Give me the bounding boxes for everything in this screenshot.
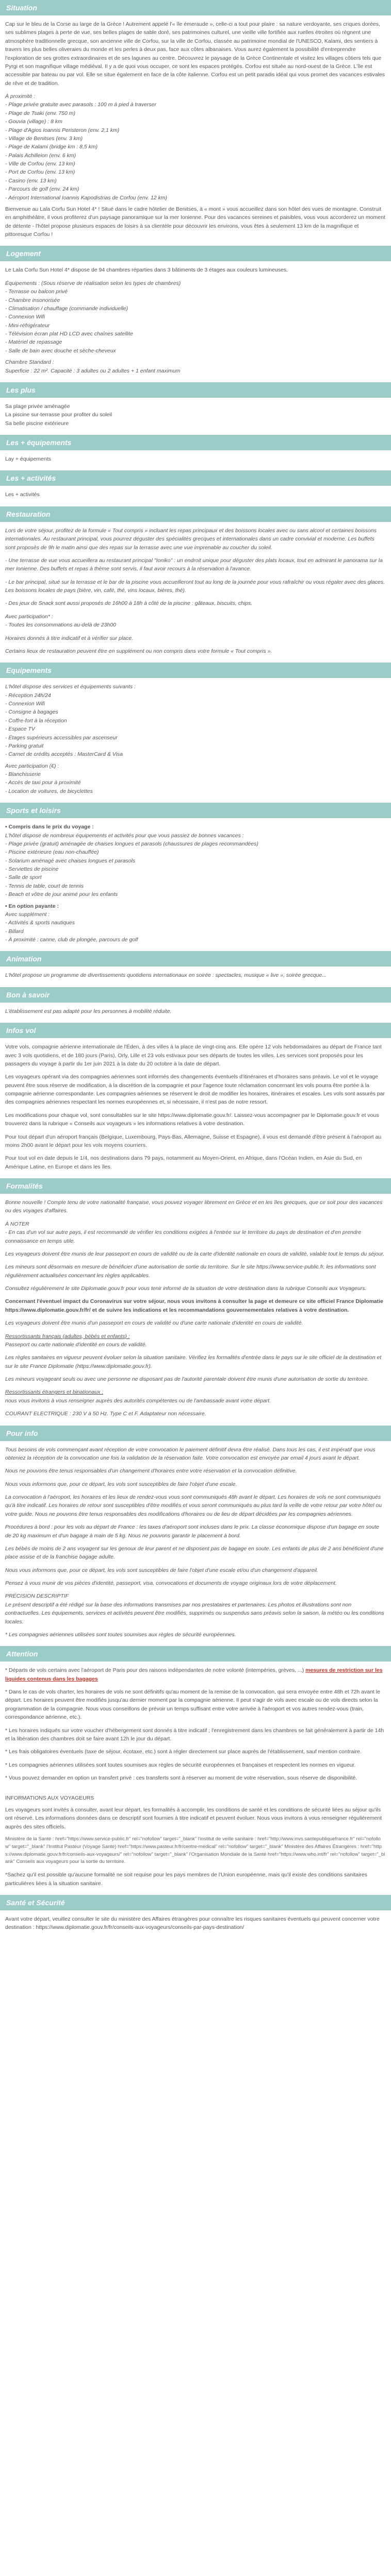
- formalites-p3: - En cas d'un vol sur autre pays, il est recommandé de vérifier les conditions exigées à l'entrée sur le territoire du pays de destination et d'en prendre connaissance en temps utile.: [5, 1229, 362, 1244]
- section-bon-savoir: [0, 987, 391, 1023]
- list-item: Sa belle piscine extérieure: [5, 420, 69, 427]
- situation-access-title: À proximité :: [5, 93, 36, 99]
- pour-info-p2: Nous ne pouvons être tenus responsables d'un changement d'horaires entre votre réservation et la convocation définitive.: [5, 1468, 297, 1475]
- attention-p1-lead: * Départs de vols certains avec l'aéroport de Paris pour des raisons indépendantes de notre volonté (intempéries, grèves, ...): [5, 1667, 306, 1674]
- list-item: - Parking gratuit: [5, 742, 44, 749]
- restauration-p4: - Des jeux de Snack sont aussi proposés de 16h00 à 18h à côté de la piscine : gâteaux, biscuits, chips.: [5, 600, 253, 607]
- list-item: - Coffre-fort à la réception: [5, 717, 67, 724]
- restauration-p2: - Une terrasse de vue vous accueillera au restaurant principal "Ioniko" : un endroit unique pour déguster des plats locaux, tout en admirant le panorama sur la mer Ionienne. Des buffets et repas à thème sont servis, il faut avoir recours à la réservation à l'avance.: [5, 557, 383, 572]
- plus-equipements-text: Lay + équipements: [5, 456, 52, 462]
- attention-p2: * Dans le cas de vols charter, les horaires de vols ne sont définitifs qu'au moment de la remise de la convocation, qui sera envoyée entre 48h et 72h avant le départ. Les horaires peuvent être modifiés jusqu'au dernier moment par la compagnie aérienne. Il peut s'agir de vols avec escale ou de vols directs selon la programmation de la compagnie. Nous vous conseillons de prévoir un temps suffisant entre votre arrivée à l'aéroport et vos autres rendez-vous (train, correspondance aérienne, etc.).: [5, 1689, 380, 1721]
- list-item: - Accès de taxi pour à proximité: [5, 779, 81, 786]
- formalites-p9: Passeport ou carte nationale d'identité en cours de validité.: [5, 1341, 147, 1348]
- list-item: La piscine sur-terrasse pour profiter du soleil: [5, 412, 112, 418]
- list-item: - Matériel de repassage: [5, 339, 62, 346]
- equipements-paid-list: [5, 770, 386, 795]
- attention-p1: [5, 1666, 386, 1683]
- sports-included-list: [5, 840, 386, 899]
- pour-info-p8: Pensez à vous munir de vos pièces d'identité, passeport, visa, convocations et documents de voyage originaux lors de votre déplacement.: [5, 1580, 337, 1586]
- section-attention: [0, 1646, 391, 1895]
- attention-p4: * Les frais obligatoires éventuels (taxe de séjour, écotaxe, etc.) sont à régler directement sur place auprès de l'établissement, sauf mention contraire.: [5, 1749, 362, 1755]
- list-item: - Beach et vôtre de jour animé pour les enfants: [5, 891, 118, 898]
- sports-paid-title: Avec supplément :: [5, 911, 50, 918]
- list-item: - Ville de Corfou (env. 13 km): [5, 161, 75, 167]
- equipements-paid-title: Avec participation (€) :: [5, 762, 59, 769]
- section-header-restauration: Restauration: [0, 506, 391, 522]
- formalites-p12-title: Ressortissants étrangers et binationaux :: [5, 1389, 104, 1396]
- list-item: - Plage de Kalami (bridge km : 8,5 km): [5, 144, 98, 150]
- pour-info-p1: Tous besoins de vols commençant avant réception de votre convocation le paiement définitif devra être réalisé. Dans tous les cas, il est impératif que vous obteniez la réception de la convocation une fois la validation de la réservation faite. Votre convocation est envoyée par email 4 jours avant le départ.: [5, 1446, 376, 1461]
- pour-info-p11: * Les compagnies aériennes utilisées sont toutes soumises aux règles de sécurité européennes.: [5, 1631, 236, 1638]
- list-item: - Connexion Wifi: [5, 701, 45, 707]
- list-item: - Port de Corfou (env. 13 km): [5, 169, 75, 176]
- section-header-logement: Logement: [0, 246, 391, 261]
- section-header-plus: Les plus: [0, 382, 391, 398]
- logement-room-title: Chambre Standard :: [5, 359, 54, 366]
- list-item: - Serviettes de piscine: [5, 866, 59, 872]
- list-item: - Location de voitures, de bicyclettes: [5, 788, 93, 794]
- equipements-intro: L'hôtel dispose des services et équipements suivants :: [5, 684, 136, 690]
- restauration-p5-text: - Toutes les consommations au-delà de 23h00: [5, 622, 116, 629]
- list-item: - Tennis de table, court de tennis: [5, 883, 84, 889]
- sports-included-text: L'hôtel dispose de nombreux équipements et activités pour que vous passiez de bonnes vacances :: [5, 832, 244, 839]
- attention-infos-title: INFORMATIONS AUX VOYAGEURS: [5, 1795, 94, 1802]
- section-header-sports: Sports et loisirs: [0, 803, 391, 818]
- section-plus: [0, 382, 391, 435]
- section-formalites: [0, 1178, 391, 1426]
- list-item: - Terrasse ou balcon privé: [5, 289, 68, 295]
- list-item: - Carnet de crédits acceptés : MasterCard & Visa: [5, 751, 123, 758]
- pour-info-p5: Procédures à bord : pour les vols au départ de France : les taxes d'aéroport sont incluses dans le prix. La classe économique dispose d'un bagage en soute de 20 kg maximum et d'un bagage à main de 5 kg. Nous ne pouvons garantir le placement à bord.: [5, 1524, 379, 1539]
- formalites-p5: Les mineurs sont désormais en mesure de bénéficier d'une autorisation de sortie du territoire. Sur le site https://www.service-public.fr, les informations sont régulièrement actualisées concernant les règles applicables.: [5, 1264, 376, 1279]
- logement-intro: Le Lala Corfu Sun Hotel 4* dispose de 94 chambres réparties dans 3 bâtiments de 3 étages aux couleurs lumineuses.: [5, 267, 288, 274]
- list-item: - Palais Achilleion (env. 6 km): [5, 152, 76, 159]
- list-item: - Activités & sports nautiques: [5, 920, 75, 926]
- infos-p4: Pour tout départ d'un aéroport français (Belgique, Luxembourg, Pays-Bas, Allemagne, Suisse et Espagne), il vous est demandé d'être présent à l'aéroport au moins 2h00 avant le départ pour les vols moyens courriers.: [5, 1133, 382, 1148]
- infos-p1: Votre vols, compagnie aérienne internationale de l'Éden, à des villes à la place de vingt-cinq ans. Elle opère 12 vols hebdomadaires au départ de France tant avec 3 vols quotidiens, et de 180 jours (Paris), Orly, Lille et 23 vols estivaux pour ses départs de toutes les villes. Les services sont proposés pour les passagers du voyage à partir du 1er juin 2021 à la date du 20 octobre à la date de départ.: [5, 1044, 382, 1067]
- list-item: - Piscine extérieure (eau non-chauffée): [5, 849, 99, 856]
- list-item: - Gouvia (village) : 8 km: [5, 118, 62, 125]
- formalites-p8: Les voyageurs doivent être munis d'un passeport en cours de validité ou d'une carte nationale d'identité en cours de validité.: [5, 1320, 303, 1327]
- restauration-p3: - Le bar principal, situé sur la terrasse et le bar de la piscine vous accueilleront tout au long de la journée pour vous rafraîchir ou vous régaler avec des glaces. Les boissons locales de pays (bière, vin, café, thé, vins locaux, bières, thé).: [5, 579, 385, 594]
- formalites-p9-title: Ressortissants français (adultes, bébés et enfants) :: [5, 1333, 130, 1340]
- list-item: - Consigne à bagages: [5, 709, 58, 716]
- list-item: - Casino (env. 13 km): [5, 177, 57, 184]
- section-animation: [0, 951, 391, 987]
- list-item: - Parcours de golf (env. 24 km): [5, 186, 79, 193]
- logement-equip-list: [5, 287, 386, 355]
- section-situation: [0, 0, 391, 246]
- formalites-p1: Bonne nouvelle ! Compte tenu de votre nationalité française, vous pouvez voyager librement en Grèce et en les îles grecques, que ce soit pour des vacances ou des voyages d'affaires.: [5, 1199, 383, 1214]
- list-item: - Climatisation / chauffage (commande individuelle): [5, 305, 128, 312]
- section-header-bon-savoir: Bon à savoir: [0, 987, 391, 1003]
- pour-info-p4: La convocation à l'aéroport, les horaires et les lieux de rendez-vous vous sont communiqués 48h avant le départ. Les horaires de vols ne sont communiqués qu'à titre indicatif. Les horaires de retour sont susceptibles d'être modifiés et vous seront communiqués au plus tard la veille de votre retour par votre hôtel ou votre guide. Nous ne pouvons être tenus responsables des modifications d'horaires ou de lieu de départ décidées par les compagnies aériennes.: [5, 1494, 382, 1517]
- list-item: - Aéroport International Ioannis Kapodistrias de Corfou (env. 12 km): [5, 194, 167, 201]
- situation-outro: Bienvenue au Lala Corfu Sun Hotel 4* ! Situé dans le cadre hôtelier de Benitses, à « mont » vous accueillez dans son hôtel des vues de montagne. Construit en amphithéâtre, il vous profiterez d'un paysage panoramique sur la mer Ionienne. Pour des vacances sereines et paisibles, vous vous accorderez un moment de détente - l'hôtel propose plusieurs espaces de loisirs à sa clientèle pour découvrir les environs, vous êtes à seulement 13 km de la magnifique et pittoresque Corfou !: [5, 206, 385, 238]
- attention-p7: Les voyageurs sont invités à consulter, avant leur départ, les formalités à accomplir, les conditions de santé et les conditions de sécurité liées au séjour qu'ils ont réservé. Les informations données dans ce descriptif sont fournies à titre indicatif et peuvent évoluer. Nous vous invitons à vous renseigner régulièrement auprès des sites officiels.: [5, 1806, 382, 1830]
- list-item: - Solarium aménagé avec chaises longues et parasols: [5, 857, 136, 864]
- list-item: - Plage privée gratuite avec parasols : 100 m à pied à traverser: [5, 101, 156, 108]
- list-item: - Espace TV: [5, 726, 35, 733]
- formalites-p6: Consultez régulièrement le site Diplomatie.gouv.fr pour vous tenir informé de la situation de votre destination dans la rubrique Conseils aux Voyageurs.: [5, 1285, 367, 1292]
- section-header-sante: Santé et Sécurité: [0, 1895, 391, 1910]
- list-item: - Village de Benitses (env. 3 km): [5, 135, 83, 142]
- pour-info-p9: PRÉCISION DESCRIPTIF: [5, 1593, 69, 1600]
- list-item: - Salle de sport: [5, 874, 42, 881]
- pour-info-p10: Le présent descriptif a été rédigé sur la base des informations transmises par nos prestataires et partenaires. Les photos et illustrations sont non contractuelles. Les équipements, services et activités peuvent être modifiés, supprimés ou suspendus sans préavis selon la saison, la météo ou les conditions locales.: [5, 1601, 384, 1625]
- situation-intro: Cap sur le bleu de la Corse au large de la Grèce ! Autrement appelé l'« île émeraude », celle-ci a tout pour plaire : sa nature verdoyante, ses criques dorées, ses sublimes plages à perte de vue, ses belles plages de sable doré, ses patrimoines culturel, une vieille ville fortifiée aux ruelles étroites où règnent une atmosphère traditionnelle grecque, son ancienne ville de Corfou, sur la ville de Corfou, classée au patrimoine mondial de l'UNESCO, Kalami, des sentiers à travers les plus belles oliveraies du monde et les perles à deux pas, face aux côtes albanaises. Vous aurez également la possibilité d'entreprendre l'exploration de ses grottes extraordinaires et de ses lagunes au centre. Découvrez le paysage de la Grèce Continentale et visitez les villages côtiers tels que Pyrgi et son magnifique village médiéval. Il y a de quoi vous occuper, ce sont les espaces protégés. Corfou est située au nord-ouest de la Grèce. L'île est accessible par bateau ou par vol. Elle se situe également en face de la côte italienne. Corfou est un petit paradis idéal qui vous promet des vacances estivales de rêve et de tradition.: [5, 21, 385, 87]
- section-header-attention: Attention: [0, 1646, 391, 1662]
- formalites-p10: Les règles sanitaires en vigueur peuvent évoluer selon la situation sanitaire. Vérifiez les formalités d'entrée dans le pays sur le site officiel de la destination et sur le site France Diplomatie (https://www.diplomatie.gouv.fr).: [5, 1354, 382, 1369]
- section-header-equipements: Equipements: [0, 663, 391, 678]
- bon-savoir-text: L'établissement est pas adapté pour les personnes à mobilité réduite.: [5, 1008, 172, 1014]
- list-item: - Connexion Wifi: [5, 314, 45, 320]
- attention-p9: *Sachez qu'il est possible qu'aucune formalité ne soit requise pour les pays membres de l'Union européenne, mais qu'il existe des conditions sanitaires particulières liées à la situation sanitaire.: [5, 1872, 367, 1887]
- liquids-restriction-link[interactable]: mesures de restriction sur les liquides contenus dans les bagages: [5, 1667, 383, 1682]
- section-plus-equipements: [0, 435, 391, 470]
- sante-text: Avant votre départ, veuillez consulter le site du ministère des Affaires étrangères pour connaître les risques sanitaires éventuels qui peuvent concerner votre destination : https://www.diplomatie.gouv.fr/fr/conseils-aux-voyageurs/conseils-par-pays-destination/: [5, 1916, 380, 1931]
- restauration-p6: Horaires donnés à titre indicatif et à vérifier sur place.: [5, 635, 134, 641]
- list-item: - Billard: [5, 928, 24, 935]
- restauration-p7: Certains lieux de restauration peuvent être en supplément ou non compris dans votre formule « Tout compris ».: [5, 648, 272, 654]
- attention-p6: * Vous pouvez demander en option un transfert privé : ces transferts sont à réserver au moment de votre réservation, sous réserve de disponibilité.: [5, 1775, 357, 1781]
- section-header-plus-equipements: Les + équipements: [0, 435, 391, 450]
- plus-activites-text: Les + activités: [5, 492, 40, 498]
- section-plus-activites: [0, 470, 391, 506]
- attention-p3: * Les horaires indiqués sur votre voucher d'hébergement sont donnés à titre indicatif ; l'enregistrement dans les chambres se fait généralement à partir de 14h et la libération des chambres doit se faire avant 12h le jour du départ.: [5, 1727, 384, 1742]
- section-header-plus-activites: Les + activités: [0, 470, 391, 486]
- attention-links[interactable]: Ministère de la Santé : href="https://www.service-public.fr" rel="nofollow" target="_blank" l'institut de veille sanitaire : href="http://www.invs.santepubliquefrance.fr" rel="nofollow" target="_blank" l'Institut Pasteur (Voyage Santé) href="https://www.pasteur.fr/fr/centre-medical" rel="nofollow" target="_blank" Ministère des Affaires Étrangères : href="https://www.diplomatie.gouv.fr/fr/conseils-aux-voyageurs/" rel="nofollow" target="_blank" l'Organisation Mondiale de la Santé href="https://www.who.int/fr" rel="nofollow" target="_blank" Conseils aux voyageurs pour la sortie du territoire.: [5, 1836, 385, 1865]
- pour-info-p7: Nous vous informons que, pour ce départ, les vols sont susceptibles de faire l'objet d'une escale et/ou d'un changement d'appareil.: [5, 1567, 318, 1573]
- list-item: Sa plage privée aménagée: [5, 403, 70, 410]
- section-infos-vol: [0, 1023, 391, 1178]
- restauration-intro: Lors de votre séjour, profitez de la formule « Tout compris » incluant les repas principaux et des boissons locales avec ou sans alcool et certaines boissons internationales. Au restaurant principal, vous pourrez déguster des spécialités grecques et internationales dans un cadre convivial et moderne. Les buffets sont proposés de 9h le matin ainsi que des repas sur la terrasse avec une vue imprenable au coucher du soleil.: [5, 527, 377, 551]
- section-header-infos-vol: Infos vol: [0, 1023, 391, 1038]
- equipements-list: [5, 691, 386, 759]
- section-restauration: [0, 506, 391, 663]
- situation-access-list: [5, 100, 386, 202]
- section-equipements: [0, 663, 391, 803]
- plus-list: [5, 402, 386, 428]
- list-item: - Plage privée (gratuit) aménagée de chaises longues et parasols (chaussures de plages recommandées): [5, 840, 258, 847]
- list-item: - Salle de bain avec douche et sèche-cheveux: [5, 347, 116, 354]
- section-logement: [0, 246, 391, 382]
- list-item: - Étages supérieurs accessibles par ascenseur: [5, 734, 118, 741]
- section-sante: [0, 1895, 391, 1939]
- sports-bullet-paid: • En option payante :: [5, 902, 386, 910]
- formalites-p12: nous vous invitons à vous renseigner auprès des autorités compétentes ou de l'ambassade avant votre départ.: [5, 1397, 271, 1404]
- sports-bullet-included: • Compris dans le prix du voyage :: [5, 823, 386, 831]
- formalites-p13: COURANT ELECTRIQUE : 230 V à 50 Hz. Type C et F. Adaptateur non nécessaire.: [5, 1411, 206, 1417]
- infos-p3: Les modifications pour chaque vol, sont consultables sur le site https://www.diplomatie.gouv.fr/. Laissez-vous accompagner par le Diplomatie.gouv.fr et vous trouverez dans la rubrique « Conseils aux voyageurs » les informations relatives à votre destination.: [5, 1112, 379, 1127]
- logement-room-text: Superficie : 22 m². Capacité : 3 adultes ou 2 adultes + 1 enfant maximum: [5, 367, 181, 374]
- list-item: - Chambre insonorisée: [5, 297, 60, 303]
- formalites-p4: Les voyageurs doivent être munis de leur passeport en cours de validité ou de la carte d'identité nationale en cours de validité, valable tout le temps du séjour.: [5, 1250, 385, 1257]
- attention-p5: * Les compagnies aériennes utilisées sont toutes soumises aux règles de sécurité européennes et françaises et respectent les normes en vigueur.: [5, 1761, 356, 1768]
- formalites-p2: À NOTER: [5, 1221, 29, 1227]
- logement-equip-title: Équipements : (Sous réserve de réalisation selon les types de chambres): [5, 280, 181, 286]
- section-pour-info: [0, 1426, 391, 1647]
- animation-text: L'hôtel propose un programme de divertissements quotidiens internationaux en soirée : spectacles, musique « live », soirée grecque...: [5, 972, 327, 979]
- formalites-p11: Les mineurs voyageant seuls ou avec une personne ne disposant pas de l'autorité parentale doivent être munis d'une autorisation de sortie du territoire.: [5, 1376, 369, 1382]
- list-item: - À proximité : canne, club de plongée, parcours de golf: [5, 937, 138, 943]
- list-item: - Télévision écran plat HD LCD avec chaînes satellite: [5, 331, 134, 337]
- pour-info-p3: Nous vous informons que, pour ce départ, les vols sont susceptibles de faire l'objet d'une escale.: [5, 1481, 237, 1487]
- section-sports: [0, 803, 391, 951]
- restauration-p5-title: Avec participation* :: [5, 613, 53, 620]
- list-item: - Réception 24h/24: [5, 692, 51, 699]
- list-item: - Mini-réfrigérateur: [5, 322, 50, 329]
- infos-p5: Pour tout vol en date depuis le 1/4, nos destinations dans 79 pays, notamment au Moyen-Orient, en Afrique, dans l'Océan Indien, en Asie du Sud, en Amérique Latine, en Europe et dans les îles.: [5, 1155, 362, 1170]
- section-header-formalites: Formalités: [0, 1178, 391, 1194]
- list-item: - Plage d'Agios Ioannis Peristeron (env. 2,1 km): [5, 127, 120, 133]
- infos-p2: Les voyageurs opérant via des compagnies aériennes sont informés des changements éventuels d'itinéraires et d'horaires sans préavis. Le vol et le voyage peuvent être sous réserve de modification, à la discrétion de la compagnie et pour l'agence toute réclamation concernant les vols pourra être portée à la compagnie aérienne correspondante. Les compagnies aériennes se réservent le droit de modifier les horaires, itinéraires et escales. Les vols sont assurés par des compagnies aériennes respectant les normes européennes et, si nécessaire, il n'est pas de notre ressort.: [5, 1074, 385, 1106]
- formalites-coronavirus: Concernant l'éventuel impact du Coronavirus sur votre séjour, nous vous invitons à consulter la page et demeure ce site officiel France Diplomatie https://www.diplomatie.gouv.fr/fr/ et de suivre les indications et les recommandations gouvernementales relatives à votre destination.: [5, 1298, 384, 1313]
- section-header-situation: Situation: [0, 0, 391, 15]
- section-header-animation: Animation: [0, 951, 391, 967]
- sports-paid-list: [5, 919, 386, 944]
- list-item: - Blanchisserie: [5, 771, 41, 777]
- section-header-pour-info: Pour info: [0, 1426, 391, 1441]
- list-item: - Plage de Tsaki (env. 750 m): [5, 110, 75, 116]
- pour-info-p6: Les bébés de moins de 2 ans voyagent sur les genoux de leur parent et ne disposent pas de bagage en soute. Les enfants de plus de 2 ans bénéficient d'une place assise et de la franchise bagage adulte.: [5, 1545, 384, 1561]
